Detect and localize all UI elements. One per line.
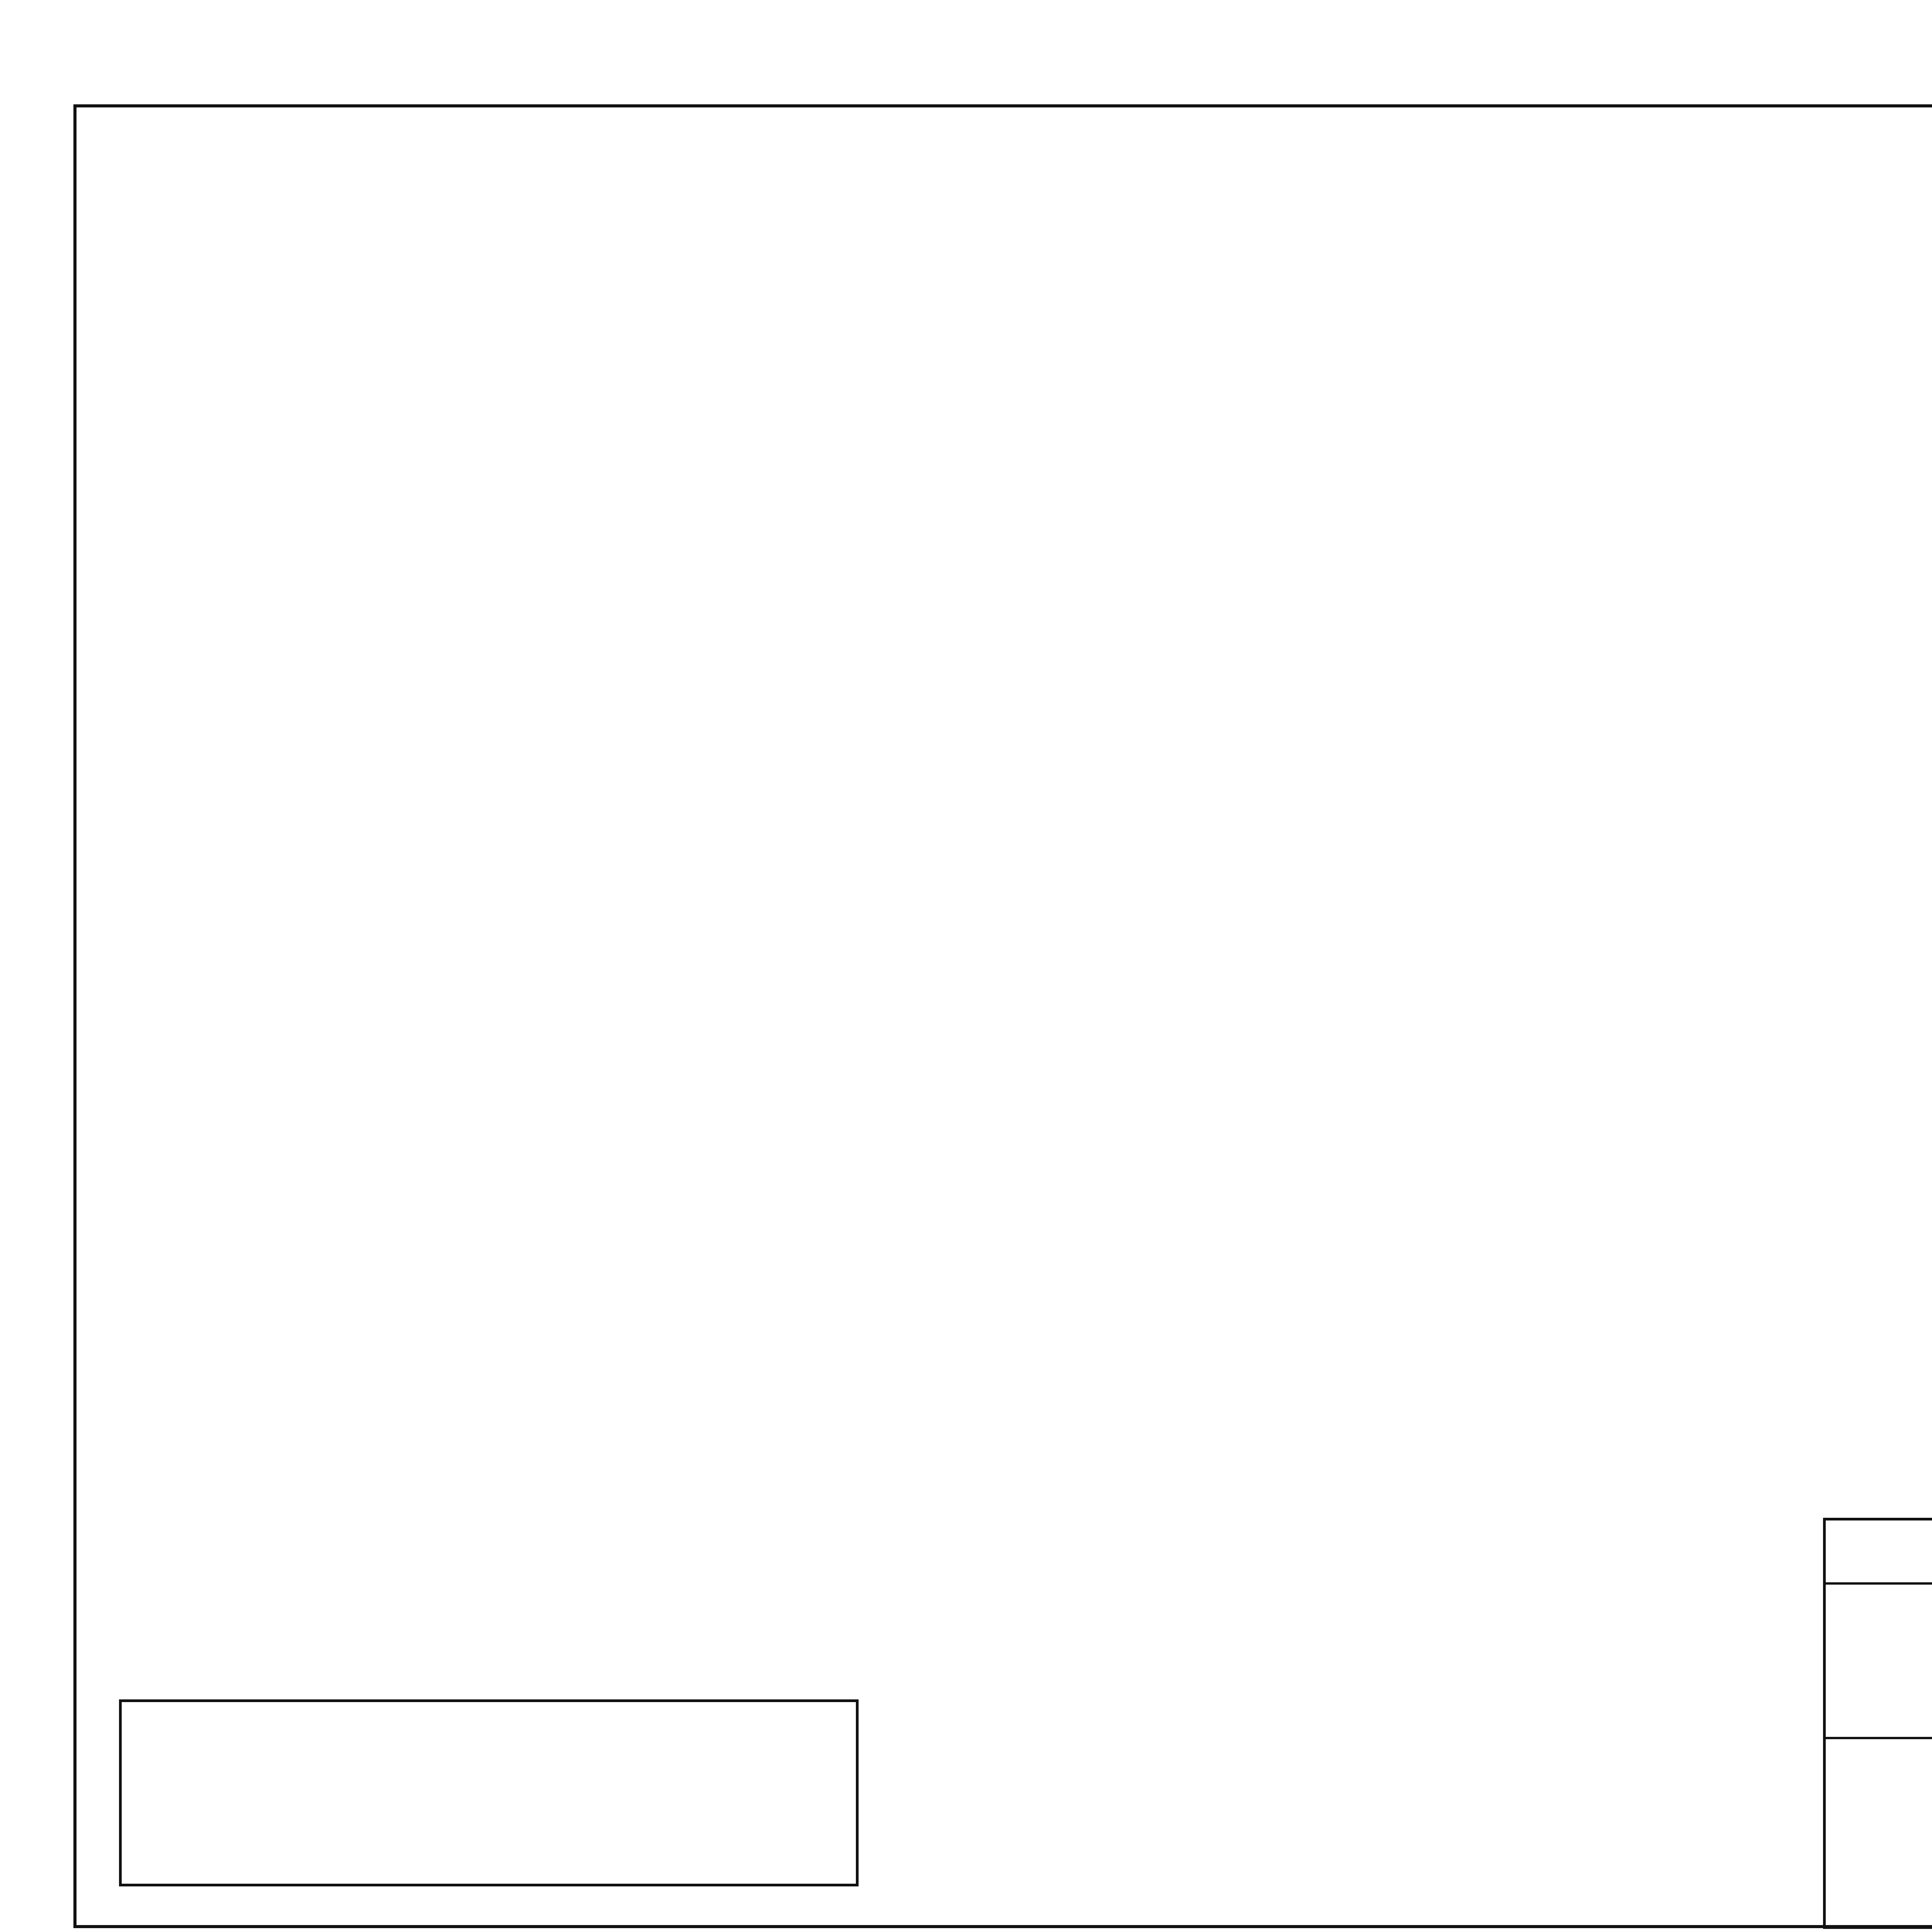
- title-block: [1823, 1518, 1932, 1929]
- left-column: [119, 196, 965, 216]
- design-note-box: [119, 1699, 859, 1886]
- drawing-frame: [73, 104, 1932, 1928]
- side-strip: [15, 104, 73, 1928]
- right-column: [1862, 196, 1932, 216]
- middle-column: [977, 196, 1854, 216]
